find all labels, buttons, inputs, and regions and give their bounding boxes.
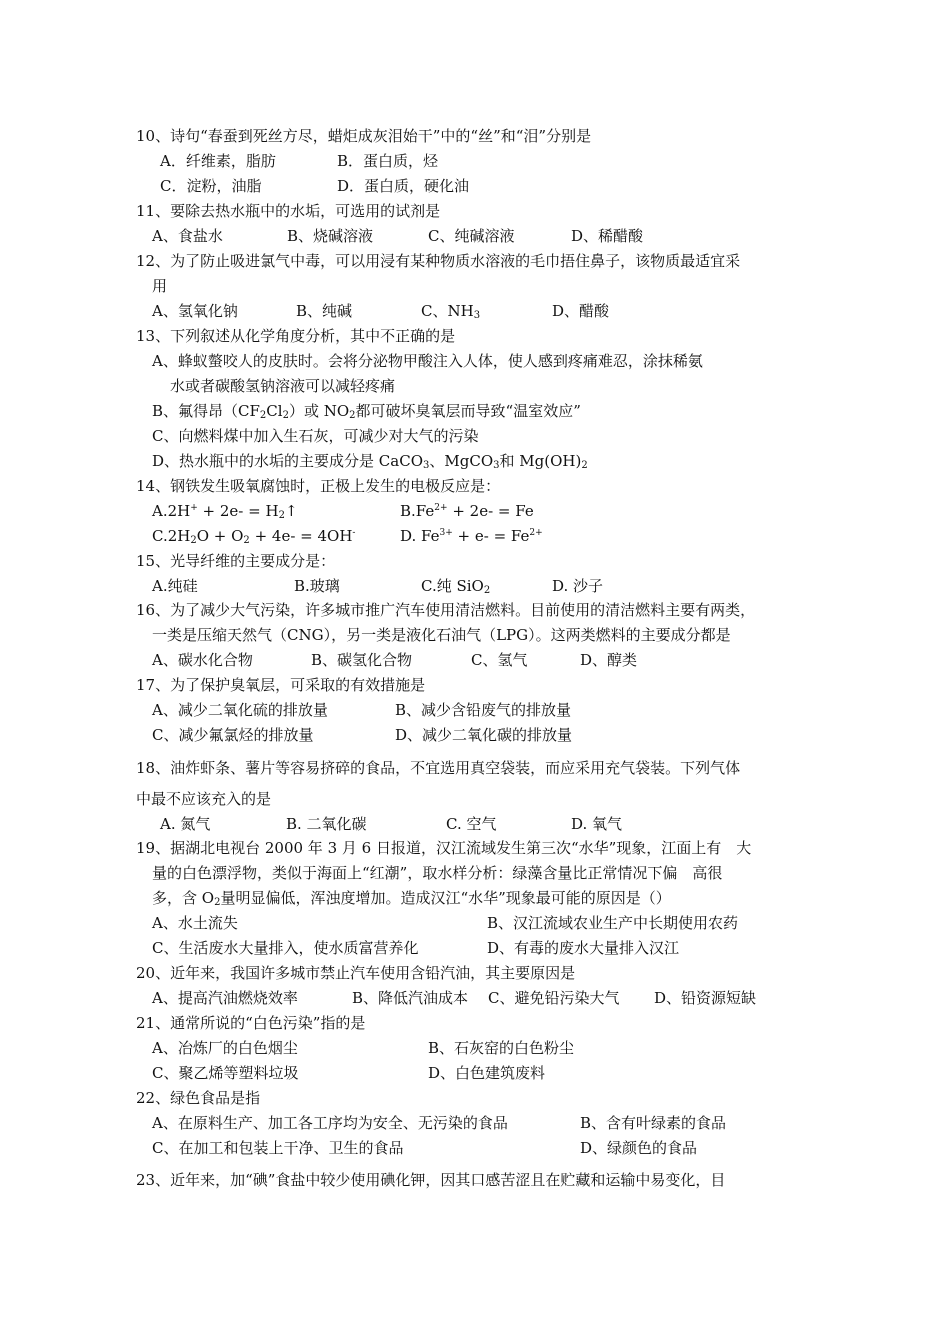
question-11-option-b: B、烧碱溶液	[287, 227, 374, 245]
question-13-option-d: D、热水瓶中的水垢的主要成分是 CaCO$_3$、MgCO$_3$和 $Mg(OH)_2$	[152, 452, 588, 471]
question-21-option-a: A、冶炼厂的白色烟尘	[152, 1039, 298, 1057]
question-13-option-a: A、蜂蚁螫咬人的皮肤时。会将分泌物甲酸注入人体，使人感到疼痛难忍，涂抹稀氨	[152, 352, 703, 370]
question-12-stem-cont: 用	[152, 277, 168, 295]
question-15-option-b: B.玻璃	[294, 577, 340, 595]
question-13-stem: 13、下列叙述从化学角度分析，其中不正确的是	[136, 327, 456, 345]
question-14-option-a: $A.2H^+ + 2e- = H_2↑$	[152, 502, 298, 521]
question-19-stem-cont-1: 量的白色漂浮物，类似于海面上“红潮”，取水样分析：绿藻含量比正常情况下偏 高很	[152, 864, 723, 882]
question-17-option-c: C、减少氟氯烃的排放量	[152, 726, 314, 744]
question-21-option-b: B、石灰窑的白色粉尘	[428, 1039, 575, 1057]
question-15-option-d: D. 沙子	[552, 577, 604, 595]
question-20-option-b: B、降低汽油成本	[352, 989, 469, 1007]
question-14-option-d: D. $Fe^{3+} + e- = Fe^{2+}$	[400, 527, 543, 545]
question-16-option-c: C、氢气	[471, 651, 528, 669]
question-18-option-d: D. 氧气	[571, 815, 623, 833]
question-20-option-a: A、提高汽油燃烧效率	[152, 989, 298, 1007]
question-16-option-a: A、碳水化合物	[152, 651, 253, 669]
question-13-option-c: C、向燃料煤中加入生石灰，可减少对大气的污染	[152, 427, 479, 445]
question-13-option-a-cont: 水或者碳酸氢钠溶液可以减轻疼痛	[170, 377, 396, 395]
question-18-option-b: B. 二氧化碳	[286, 815, 367, 833]
question-16-option-d: D、醇类	[580, 651, 638, 669]
question-22-stem: 22、绿色食品是指	[136, 1089, 261, 1107]
question-19-stem: 19、据湖北电视台 2000 年 3 月 6 日报道，汉江流域发生第三次“水华”现象，江面上有 大	[136, 839, 752, 857]
question-19-option-b: B、汉江流域农业生产中长期使用农药	[487, 914, 739, 932]
question-18-stem: 18、油炸虾条、薯片等容易挤碎的食品，不宜选用真空袋装，而应采用充气袋装。下列气体	[136, 759, 741, 777]
question-16-stem: 16、为了减少大气污染，许多城市推广汽车使用清洁燃料。目前使用的清洁燃料主要有两类，	[136, 601, 756, 619]
question-18-stem-cont: 中最不应该充入的是	[136, 790, 272, 808]
question-10-stem: 10、诗句“春蚕到死丝方尽，蜡炬成灰泪始干”中的“丝”和“泪”分别是	[136, 127, 592, 145]
question-20-stem: 20、近年来，我国许多城市禁止汽车使用含铅汽油，其主要原因是	[136, 964, 576, 982]
question-14-option-b: $B.Fe^{2+} + 2e- = Fe$	[400, 502, 534, 520]
question-22-option-b: B、含有叶绿素的食品	[580, 1114, 727, 1132]
question-10-option-a: A．纤维素，脂肪	[160, 152, 276, 170]
question-21-option-d: D、白色建筑废料	[428, 1064, 546, 1082]
question-19-option-c: C、生活废水大量排入，使水质富营养化	[152, 939, 419, 957]
question-20-option-d: D、铅资源短缺	[654, 989, 757, 1007]
question-15-option-c: C.纯 SiO$_2$	[421, 577, 491, 596]
question-14-option-c: $C.2H_2O + O_2 + 4e- = 4OH^-$	[152, 527, 356, 546]
question-17-option-d: D、减少二氧化碳的排放量	[395, 726, 573, 744]
question-12-stem: 12、为了防止吸进氯气中毒，可以用浸有某种物质水溶液的毛巾捂住鼻子，该物质最适宜采	[136, 252, 741, 270]
question-12-option-a: A、氢氧化钠	[152, 302, 238, 320]
question-15-option-a: A.纯硅	[152, 577, 198, 595]
question-17-stem: 17、为了保护臭氧层，可采取的有效措施是	[136, 676, 426, 694]
question-19-stem-cont-2: 多，含 $O_2$量明显偏低，浑浊度增加。造成汉江“水华”现象最可能的原因是（）	[152, 889, 671, 908]
question-22-option-d: D、绿颜色的食品	[580, 1139, 698, 1157]
question-15-stem: 15、光导纤维的主要成分是：	[136, 552, 336, 570]
question-22-option-a: A、在原料生产、加工各工序均为安全、无污染的食品	[152, 1114, 508, 1132]
question-19-option-a: A、水土流失	[152, 914, 238, 932]
question-22-option-c: C、在加工和包装上干净、卫生的食品	[152, 1139, 404, 1157]
question-14-stem: 14、钢铁发生吸氧腐蚀时，正极上发生的电极反应是：	[136, 477, 501, 495]
question-12-option-d: D、醋酸	[552, 302, 610, 320]
question-21-stem: 21、通常所说的“白色污染”指的是	[136, 1014, 366, 1032]
question-18-option-c: C. 空气	[446, 815, 497, 833]
question-19-option-d: D、有毒的废水大量排入汉江	[487, 939, 680, 957]
question-10-option-d: D．蛋白质，硬化油	[337, 177, 470, 195]
question-18-option-a: A. 氮气	[160, 815, 211, 833]
question-11-option-c: C、纯碱溶液	[428, 227, 515, 245]
question-20-option-c: C、避免铅污染大气	[488, 989, 620, 1007]
question-10-option-b: B．蛋白质，烃	[337, 152, 439, 170]
question-12-option-b: B、纯碱	[296, 302, 353, 320]
question-11-option-a: A、食盐水	[152, 227, 223, 245]
question-17-option-b: B、减少含铅废气的排放量	[395, 701, 572, 719]
question-11-stem: 11、要除去热水瓶中的水垢，可选用的试剂是	[136, 202, 441, 220]
question-10-option-c: C．淀粉，油脂	[160, 177, 262, 195]
question-12-option-c: C、$NH_3$	[421, 302, 481, 321]
question-23-stem: 23、近年来，加“碘”食盐中较少使用碘化钾，因其口感苦涩且在贮藏和运输中易变化，目	[136, 1171, 726, 1189]
question-16-option-b: B、碳氢化合物	[311, 651, 413, 669]
question-16-stem-cont: 一类是压缩天然气（CNG），另一类是液化石油气（LPG）。这两类燃料的主要成分都是	[152, 626, 731, 644]
question-11-option-d: D、稀醋酸	[571, 227, 644, 245]
question-21-option-c: C、聚乙烯等塑料垃圾	[152, 1064, 299, 1082]
question-13-option-b: B、氟得昂$(CF_2Cl_2)$或 $NO_2$都可破坏臭氧层而导致“温室效应”	[152, 402, 581, 421]
question-17-option-a: A、减少二氧化硫的排放量	[152, 701, 328, 719]
